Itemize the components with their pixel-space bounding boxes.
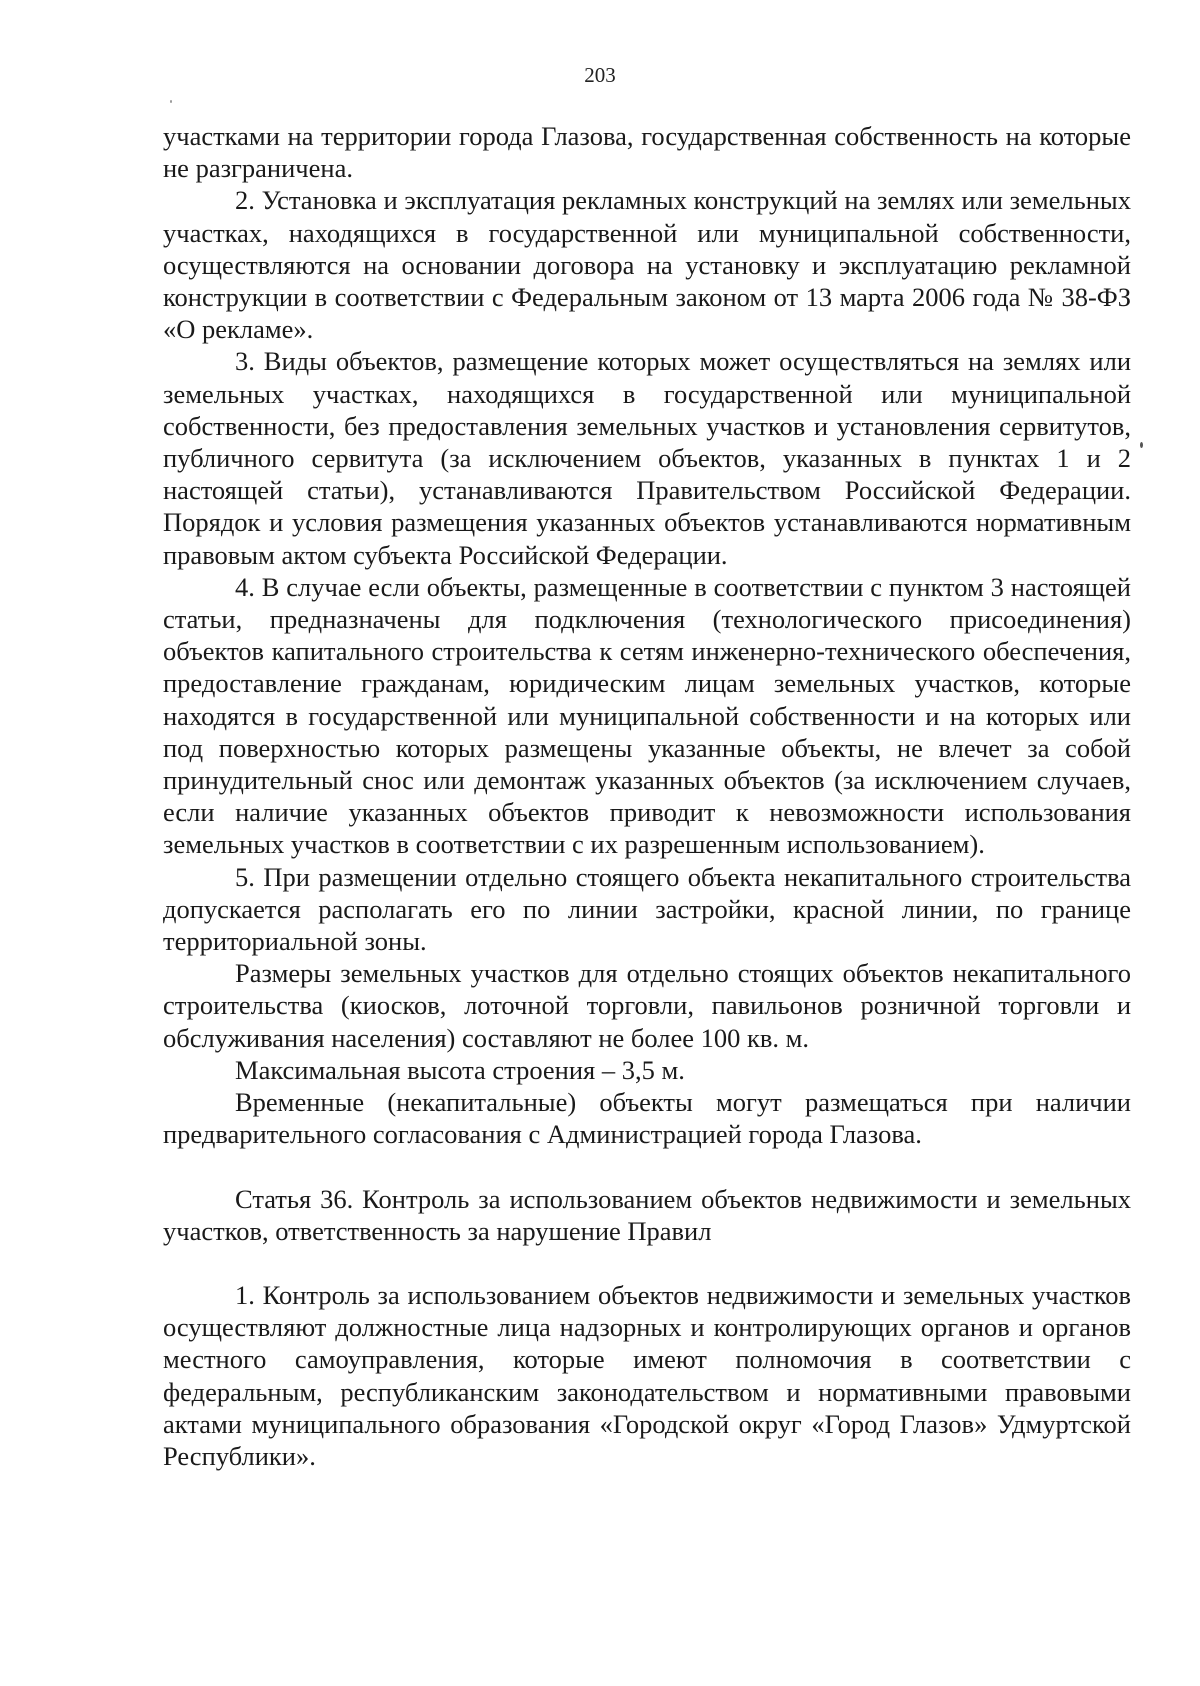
article-heading: Статья 36. Контроль за использованием объектов недвижимости и земельных участков, ответственность за нарушение Правил <box>163 1183 1131 1246</box>
document-body <box>163 120 1131 1472</box>
paragraph-item-4: 4. В случае если объекты, размещенные в соответствии с пунктом 3 настоящей статьи, предназначены для подключения (технологического присоединения) объектов капитального строительства к сетям инженерно-технического обеспечения, предоставление гражданам, юридическим лицам земельных участков, которые находятся в государственной или муниципальной собственности и на которых или под поверхностью которых размещены указанные объекты, не влечет за собой принудительный снос или демонтаж указанных объектов (за исключением случаев, если наличие указанных объектов приводит к невозможности использования земельных участков в соответствии с их разрешенным использованием). <box>163 571 1131 860</box>
article-paragraph-1: 1. Контроль за использованием объектов недвижимости и земельных участков осуществляют должностные лица надзорных и контролирующих органов и органов местного самоуправления, которые имеют полномочия в соответствии с федеральным, республиканским законодательством и нормативными правовыми актами муниципального образования «Городской округ «Город Глазов» Удмуртской Республики». <box>163 1279 1131 1471</box>
paragraph-max-height: Максимальная высота строения – 3,5 м. <box>235 1054 685 1085</box>
page-number: 203 <box>584 63 616 87</box>
paragraph-temporary-objects: Временные (некапитальные) объекты могут размещаться при наличии предварительного согласования с Администрацией города Глазова. <box>163 1087 1131 1150</box>
scan-speck <box>170 100 172 103</box>
spacer <box>163 1151 1131 1183</box>
paragraph-item-2: 2. Установка и эксплуатация рекламных конструкций на землях или земельных участках, находящихся в государственной или муниципальной собственности, осуществляются на основании договора на установку и эксплуатацию рекламной конструкции в соответствии с Федеральным законом от 13 марта 2006 года № 38-ФЗ «О рекламе». <box>163 185 1131 345</box>
spacer <box>163 1247 1131 1279</box>
paragraph-plot-sizes: Размеры земельных участков для отдельно стоящих объектов некапитального строительства (киосков, лоточной торговли, павильонов розничной торговли и обслуживания населения) составляют не более 100 кв. м. <box>163 958 1131 1053</box>
paragraph-item-3: 3. Виды объектов, размещение которых может осуществляться на землях или земельных участках, находящихся в государственной или муниципальной собственности, без предоставления земельных участков и установления сервитутов, публичного сервитута (за исключением объектов, указанных в пунктах 1 и 2 настоящей статьи), устанавливаются Правительством Российской Федерации. Порядок и условия размещения указанных объектов устанавливаются нормативным правовым актом субъекта Российской Федерации. <box>163 346 1131 570</box>
paragraph-continuation: участками на территории города Глазова, государственная собственность на которые не разграничена. <box>163 121 1131 184</box>
paragraph-item-5: 5. При размещении отдельно стоящего объекта некапитального строительства допускается располагать его по линии застройки, красной линии, по границе территориальной зоны. <box>163 861 1131 957</box>
scan-speck <box>1140 442 1143 448</box>
